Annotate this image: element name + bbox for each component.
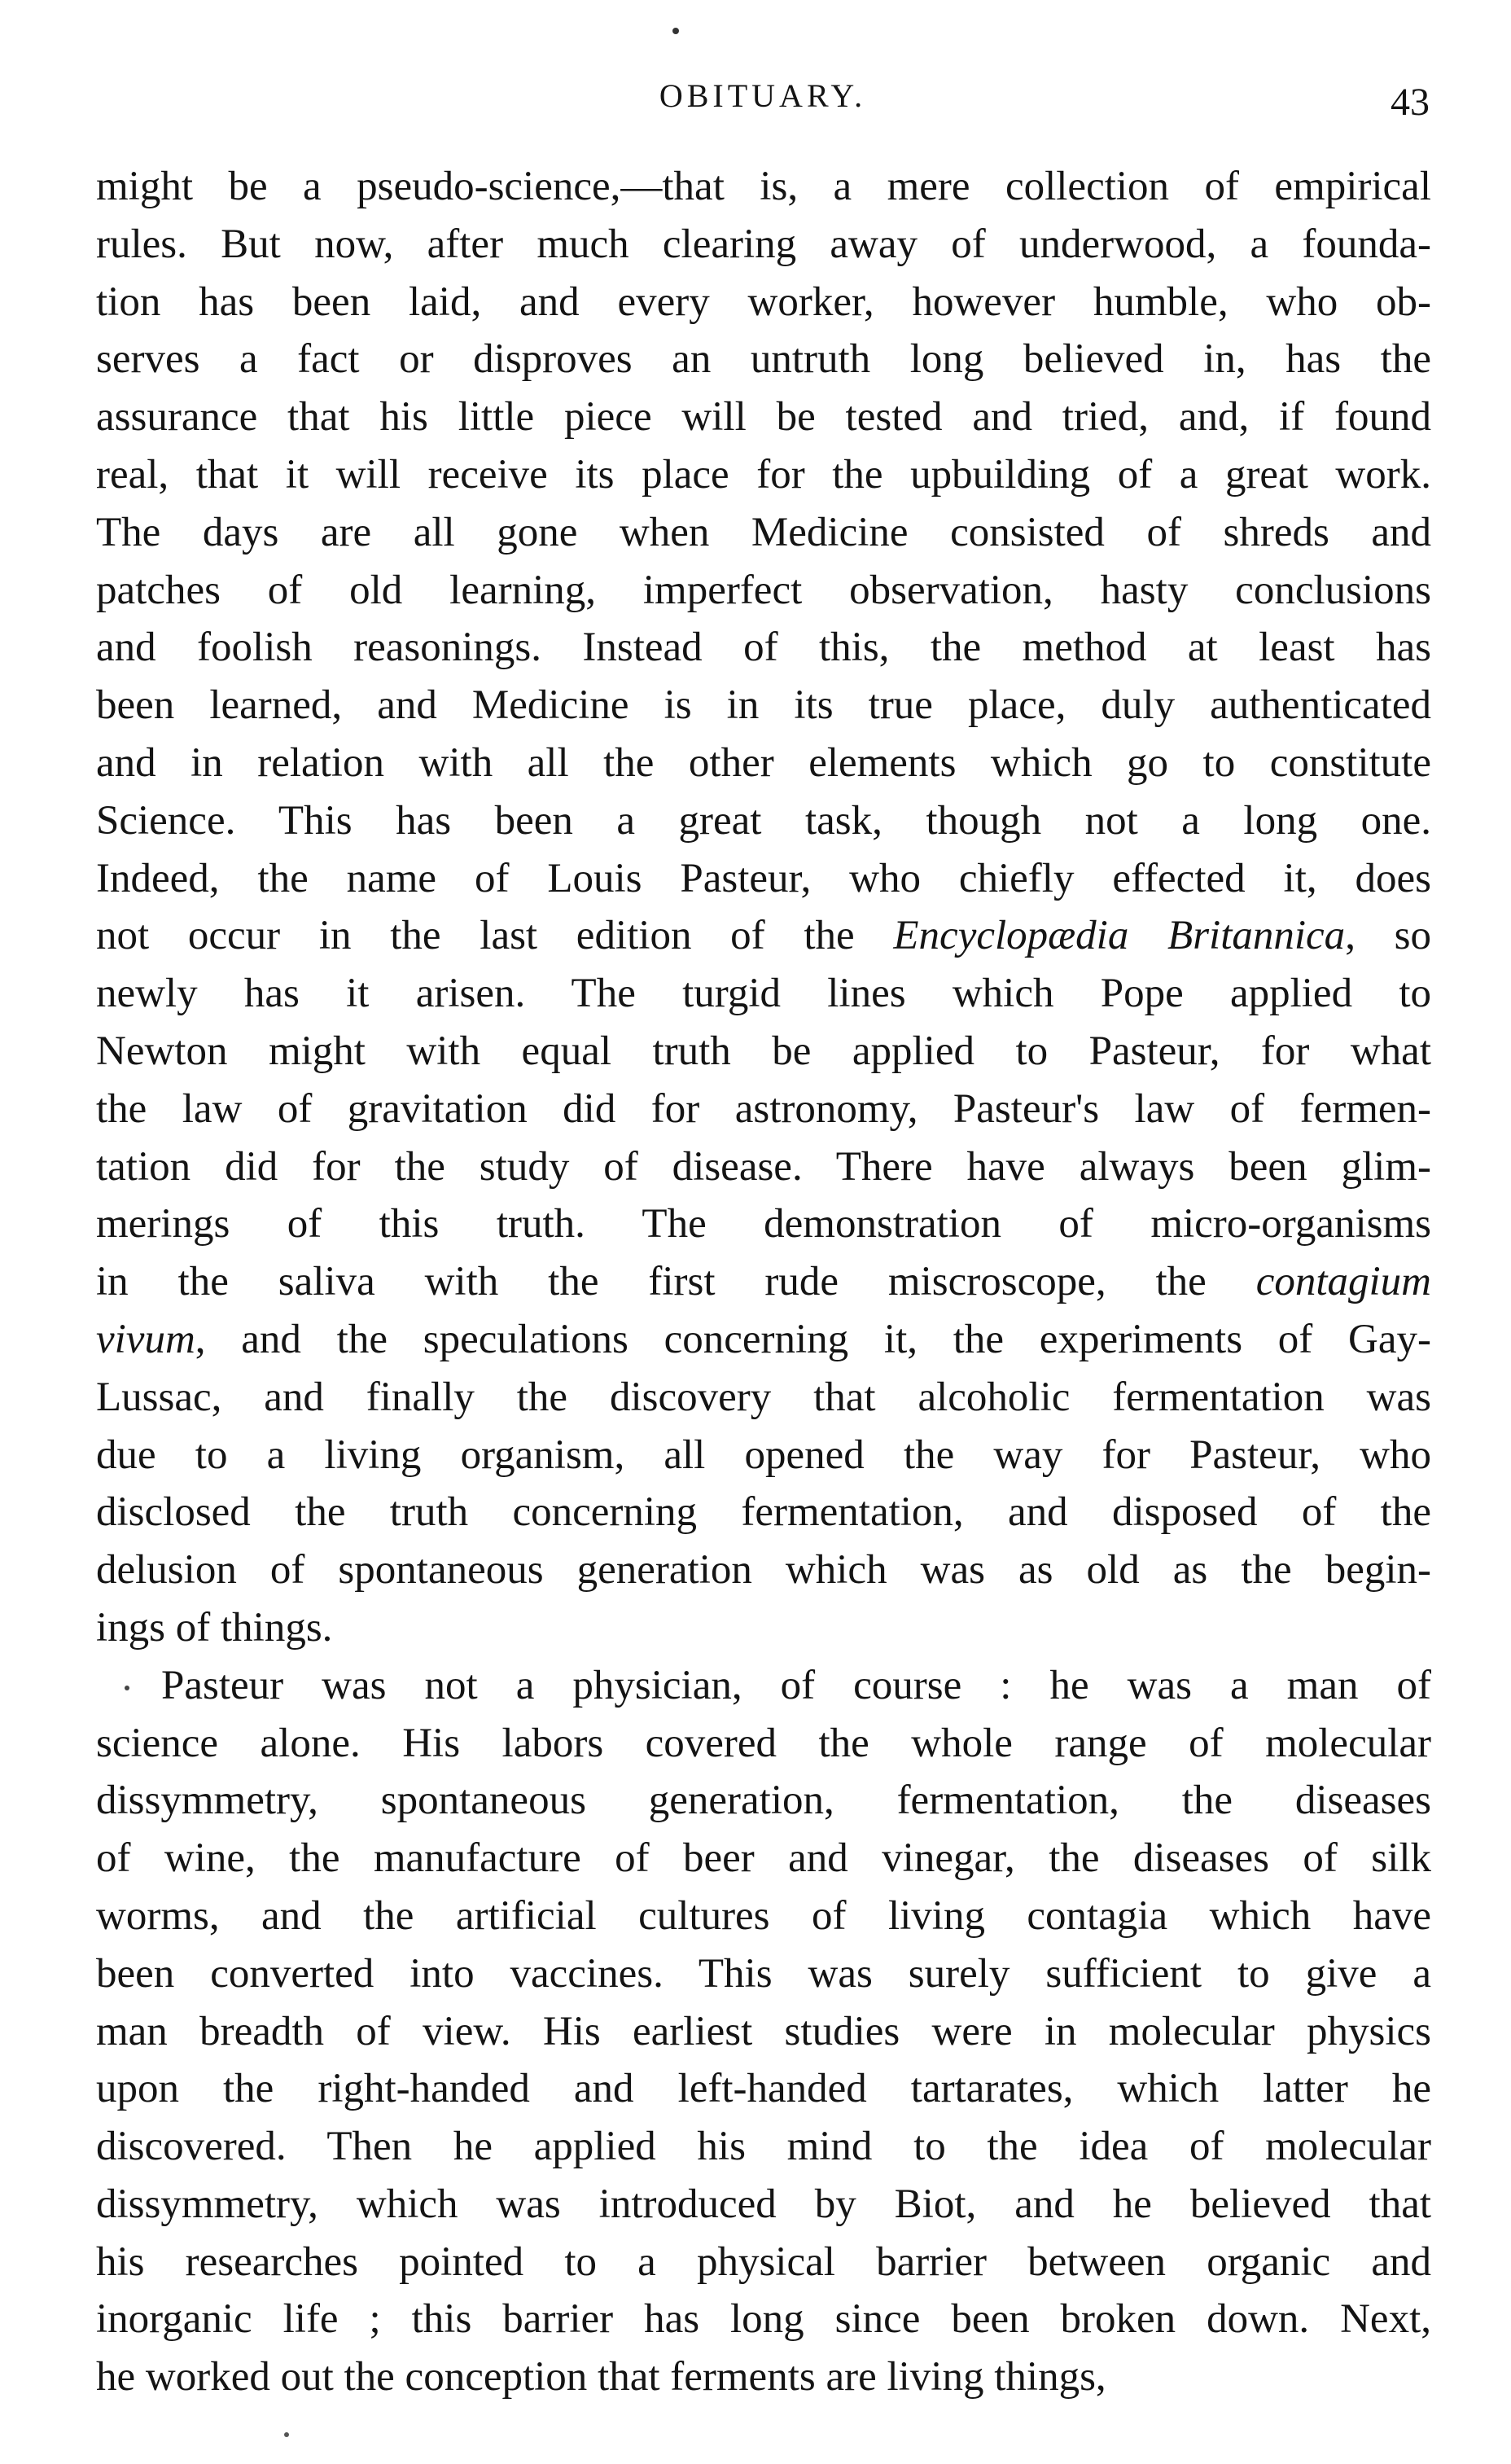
line-text: Pasteur was not a physician, of course : he was a man of xyxy=(161,1662,1431,1708)
text-line xyxy=(96,1887,1431,1945)
text-line xyxy=(96,1715,1431,1773)
text-line xyxy=(96,158,1431,216)
text-line xyxy=(96,1484,1431,1541)
text-line xyxy=(96,331,1431,388)
line-text: he worked out the conception that ferments are living things, xyxy=(96,2354,1106,2400)
line-text: newly has it arisen. The turgid lines which Pope applied to xyxy=(96,971,1431,1017)
italic-text: vivum xyxy=(96,1316,195,1362)
text-line xyxy=(96,734,1431,792)
text-line xyxy=(96,1311,1431,1369)
text-line xyxy=(96,1195,1431,1253)
text-line xyxy=(96,446,1431,504)
text-line xyxy=(96,1253,1431,1311)
text-line xyxy=(96,2176,1431,2234)
line-text: the law of gravitation did for astronomy, Pasteur's law of fermen- xyxy=(96,1085,1431,1132)
line-text: dissymmetry, spontaneous generation, fermentation, the diseases xyxy=(96,1778,1431,1824)
page-header xyxy=(96,75,1430,132)
line-text: tion has been laid, and every worker, however humble, who ob- xyxy=(96,278,1431,325)
running-title: OBITUARY. xyxy=(659,77,867,114)
line-text: assurance that his little piece will be tested and tried, and, if found xyxy=(96,394,1431,441)
line-text: and in relation with all the other elements which go to constitute xyxy=(96,739,1431,786)
line-text: discovered. Then he applied his mind to the idea of molecular xyxy=(96,2124,1431,2170)
line-text: disclosed the truth concerning fermentation, and disposed of the xyxy=(96,1489,1431,1536)
italic-text: Encyclopædia Britannica xyxy=(893,913,1346,959)
line-text: real, that it will receive its place for the upbuilding of a great work. xyxy=(96,451,1431,498)
line-text: , so xyxy=(1345,913,1432,959)
text-line xyxy=(96,1369,1431,1427)
line-text: Science. This has been a great task, though not a long one. xyxy=(96,797,1431,844)
text-line xyxy=(96,388,1431,446)
line-text: dissymmetry, which was introduced by Biot, and he believed that xyxy=(96,2181,1431,2227)
text-line xyxy=(96,216,1431,274)
text-line xyxy=(96,1138,1431,1196)
text-line xyxy=(96,1023,1431,1081)
line-text: ings of things. xyxy=(96,1604,333,1651)
line-text: not occur in the last edition of the xyxy=(96,913,894,959)
line-text: patches of old learning, imperfect observation, hasty conclusions xyxy=(96,567,1431,613)
line-text: tation did for the study of disease. There have always been glim- xyxy=(96,1143,1431,1190)
ink-speck xyxy=(672,28,679,34)
line-text: and foolish reasonings. Instead of this, the method at least has xyxy=(96,625,1431,671)
line-text: been converted into vaccines. This was surely sufficient to give a xyxy=(96,1950,1431,1997)
line-text: Lussac, and finally the discovery that alcoholic fermentation was xyxy=(96,1374,1431,1420)
line-text: serves a fact or disproves an untruth long believed in, has the xyxy=(96,336,1431,383)
line-text: worms, and the artificial cultures of living contagia which have xyxy=(96,1892,1431,1939)
text-line xyxy=(96,2060,1431,2118)
line-text: , and the speculations concerning it, the experiments of Gay- xyxy=(195,1316,1431,1362)
text-line xyxy=(96,2291,1431,2348)
text-line xyxy=(96,1772,1431,1830)
ink-speck xyxy=(284,2432,289,2437)
line-text: upon the right-handed and left-handed tartarates, which latter he xyxy=(96,2066,1431,2112)
line-text: rules. But now, after much clearing away of underwood, a founda- xyxy=(96,221,1431,267)
line-text: been learned, and Medicine is in its true place, duly authenticated xyxy=(96,682,1431,729)
line-text: due to a living organism, all opened the way for Pasteur, who xyxy=(96,1431,1431,1478)
text-line xyxy=(96,1541,1431,1599)
line-text: of wine, the manufacture of beer and vinegar, the diseases of silk xyxy=(96,1835,1431,1882)
text-line xyxy=(96,965,1431,1023)
line-text: Newton might with equal truth be applied to Pasteur, for what xyxy=(96,1028,1431,1074)
page-number: 43 xyxy=(1391,81,1430,124)
text-line xyxy=(96,2118,1431,2176)
text-line xyxy=(96,1830,1431,1887)
text-line xyxy=(96,1657,1431,1715)
text-line xyxy=(96,2234,1431,2291)
text-line xyxy=(96,850,1431,908)
text-line xyxy=(96,2003,1431,2061)
line-text: The days are all gone when Medicine consisted of shreds and xyxy=(96,509,1431,555)
line-text: in the saliva with the first rude miscroscope, the xyxy=(96,1259,1256,1305)
text-line xyxy=(96,1599,1431,1657)
text-line xyxy=(96,1427,1431,1484)
line-text: merings of this truth. The demonstration of micro-organisms xyxy=(96,1201,1431,1247)
text-line xyxy=(96,619,1431,677)
text-line xyxy=(96,504,1431,562)
line-text: might be a pseudo-science,—that is, a mere collection of empirical xyxy=(96,164,1431,209)
text-line xyxy=(96,2348,1431,2406)
text-line xyxy=(96,907,1431,965)
line-text: inorganic life ; this barrier has long since been broken down. Next, xyxy=(96,2296,1431,2343)
line-text: man breadth of view. His earliest studies were in molecular physics xyxy=(96,2008,1431,2054)
text-line xyxy=(96,1081,1431,1138)
line-text: Indeed, the name of Louis Pasteur, who chiefly effected it, does xyxy=(96,855,1431,901)
line-text: delusion of spontaneous generation which was as old as the begin- xyxy=(96,1547,1431,1594)
text-line xyxy=(96,274,1431,331)
line-text: science alone. His labors covered the whole range of molecular xyxy=(96,1720,1431,1766)
text-line xyxy=(96,792,1431,850)
body-text xyxy=(96,158,1431,2406)
text-line xyxy=(96,1945,1431,2003)
text-line xyxy=(96,677,1431,734)
italic-text: contagium xyxy=(1255,1259,1431,1305)
line-text: his researches pointed to a physical barrier between organic and xyxy=(96,2238,1431,2285)
text-line xyxy=(96,562,1431,620)
